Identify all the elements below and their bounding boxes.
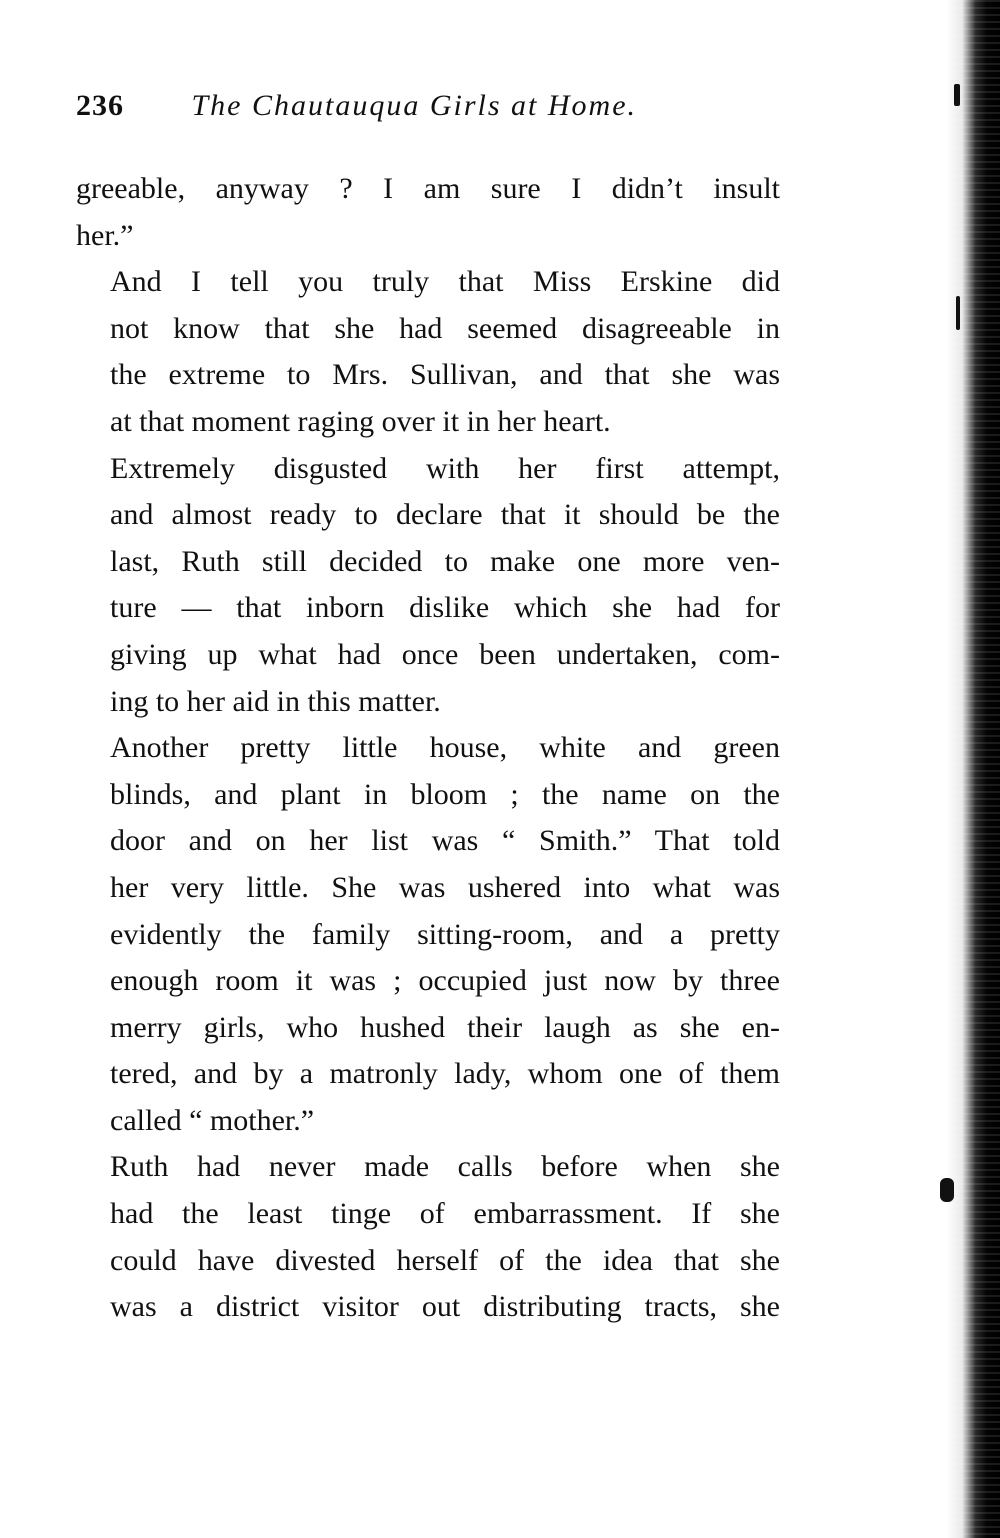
text-line: could have divested herself of the idea that she [110,1243,780,1277]
text-line: her very little. She was ushered into what was [110,870,780,904]
text-line: called “ mother.” [110,1103,315,1137]
text-line: last, Ruth still decided to make one more ven- [110,544,780,578]
text-line: ture — that inborn dislike which she had for [110,591,780,625]
text-line: merry girls, who hushed their laugh as she en- [110,1010,780,1044]
text-line: ing to her aid in this matter. [110,684,441,718]
paragraph [76,446,780,726]
text-line: And I tell you truly that Miss Erskine did [110,265,780,299]
text-line: tered, and by a matronly lady, whom one of them [110,1057,780,1091]
text-line: Another pretty little house, white and green [110,731,780,765]
paragraph [76,725,780,1144]
text-line: and almost ready to declare that it should be the [110,498,780,532]
text-line: not know that she had seemed disagreeable in [110,311,780,345]
text-line: giving up what had once been undertaken, com- [110,637,780,671]
text-line: door and on her list was “ Smith.” That told [110,824,780,858]
paragraph [76,166,780,259]
text-line: had the least tinge of embarrassment. If she [110,1197,780,1231]
scan-mark [956,296,960,330]
text-line: the extreme to Mrs. Sullivan, and that she was [110,358,780,392]
text-line: was a district visitor out distributing tracts, she [110,1290,780,1324]
text-line: evidently the family sitting-room, and a pretty [110,917,780,951]
running-title: The Chautauqua Girls at Home. [191,89,638,122]
running-head [76,84,776,128]
text-line: at that moment raging over it in her heart. [110,404,611,438]
body-text [76,166,780,1331]
binding-edge [946,0,1000,1538]
text-line: Extremely disgusted with her first attempt, [110,451,780,485]
scan-mark [940,1178,954,1202]
text-line: enough room it was ; occupied just now by three [110,964,780,998]
paragraph [76,259,780,445]
text-line: greeable, anyway ? I am sure I didn’t insult [76,172,780,205]
text-line: blinds, and plant in bloom ; the name on the [110,777,780,811]
text-line: her.” [76,218,134,252]
paragraph [76,1144,780,1330]
scan-mark [954,84,960,106]
page-number: 236 [76,89,124,122]
text-line: Ruth had never made calls before when she [110,1150,780,1184]
